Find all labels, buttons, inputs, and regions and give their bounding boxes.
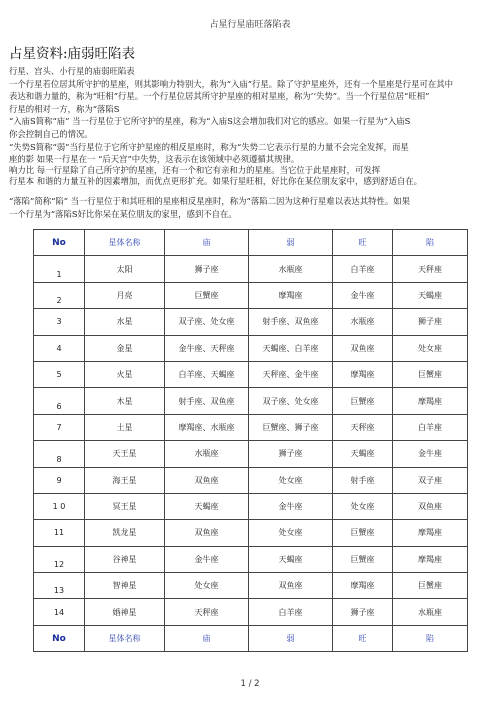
exaltation-cell: 狮子座 xyxy=(333,599,393,625)
row-number: 4 xyxy=(34,335,85,361)
exaltation-cell: 巨蟹座 xyxy=(333,388,393,414)
row-number: 9 xyxy=(34,467,85,493)
header-domicile: 庙 xyxy=(165,230,249,256)
domicile-cell: 摩羯座、水瓶座 xyxy=(165,414,249,440)
text-line: 你会控制自己的情况。 xyxy=(9,128,93,139)
table-header-row xyxy=(34,230,468,256)
fall-cell: 处女座 xyxy=(393,335,468,361)
section-heading: 占星资料:庙弱旺陷表 xyxy=(9,46,136,62)
fall-cell: 摩羯座 xyxy=(393,388,468,414)
text-line: “落陷”简称“陷” 当一行星位于和其旺相的星座相反星座时，称为“落陷二因为这种行星难以表达其特性。如果 xyxy=(9,196,410,206)
detriment-cell: 水瓶座 xyxy=(249,256,333,282)
detriment-cell: 狮子座 xyxy=(249,441,333,467)
row-number: 1 xyxy=(34,256,85,282)
table-row xyxy=(34,309,468,335)
detriment-cell: 处女座 xyxy=(249,520,333,546)
fall-cell: 巨蟹座 xyxy=(393,361,468,387)
row-number: 11 xyxy=(34,520,85,546)
detriment-cell: 天蝎座 xyxy=(249,546,333,572)
exaltation-cell: 摩羯座 xyxy=(333,573,393,599)
table-row xyxy=(34,335,468,361)
table-row xyxy=(34,467,468,493)
domicile-cell: 天蝎座 xyxy=(165,493,249,519)
planet-name: 土星 xyxy=(85,414,165,440)
domicile-cell: 金牛座 xyxy=(165,546,249,572)
domicile-cell: 狮子座 xyxy=(165,256,249,282)
text-line: 表达和谐力量的，称为“旺相”行星。一个行星位居其所守护星座的相对星座，称为’‘失势”。当一个行星位居“旺相” xyxy=(9,91,430,102)
planet-name: 天王星 xyxy=(85,441,165,467)
text-line: 行星的相对一方，称为“落陷S xyxy=(9,103,120,114)
fall-cell: 金牛座 xyxy=(393,441,468,467)
domicile-cell: 处女座 xyxy=(165,573,249,599)
exaltation-cell: 金牛座 xyxy=(333,282,393,308)
domicile-cell: 射手座、双鱼座 xyxy=(165,388,249,414)
planet-name: 谷神星 xyxy=(85,546,165,572)
domicile-cell: 白羊座、天蝎座 xyxy=(165,361,249,387)
footer-fall: 陷 xyxy=(393,625,468,651)
row-number: 6 xyxy=(34,388,85,414)
table-row xyxy=(34,414,468,440)
planet-name: 冥王星 xyxy=(85,493,165,519)
detriment-cell: 处女座 xyxy=(249,467,333,493)
fall-paragraph xyxy=(9,195,487,220)
detriment-cell: 天秤座、金牛座 xyxy=(249,361,333,387)
exaltation-cell: 水瓶座 xyxy=(333,309,393,335)
exaltation-cell: 巨蟹座 xyxy=(333,520,393,546)
planet-name: 木星 xyxy=(85,388,165,414)
row-number: 3 xyxy=(34,309,85,335)
fall-cell: 巨蟹座 xyxy=(393,573,468,599)
planet-name: 金星 xyxy=(85,335,165,361)
intro-paragraph xyxy=(9,65,487,153)
footer-no: No xyxy=(34,625,85,651)
table-row xyxy=(34,546,468,572)
exaltation-cell: 双鱼座 xyxy=(333,335,393,361)
planet-name: 海王星 xyxy=(85,467,165,493)
page-number: 1 / 2 xyxy=(240,679,260,689)
exaltation-cell: 巨蟹座 xyxy=(333,546,393,572)
overlapping-paragraph xyxy=(9,154,487,187)
header-planet-name: 星体名称 xyxy=(85,230,165,256)
fall-cell: 狮子座 xyxy=(393,309,468,335)
domicile-cell: 双鱼座 xyxy=(165,467,249,493)
domicile-cell: 水瓶座 xyxy=(165,441,249,467)
row-number: 8 xyxy=(34,441,85,467)
fall-cell: 水瓶座 xyxy=(393,599,468,625)
planet-name: 婚神星 xyxy=(85,599,165,625)
fall-cell: 双鱼座 xyxy=(393,493,468,519)
row-number: 1 0 xyxy=(34,493,85,519)
footer-detriment: 弱 xyxy=(249,625,333,651)
exaltation-cell: 天蝎座 xyxy=(333,441,393,467)
detriment-cell: 天蝎座、白羊座 xyxy=(249,335,333,361)
header-detriment: 弱 xyxy=(249,230,333,256)
footer-domicile: 庙 xyxy=(165,625,249,651)
detriment-cell: 金牛座 xyxy=(249,493,333,519)
table-row xyxy=(34,573,468,599)
table-row xyxy=(34,520,468,546)
header-exaltation: 旺 xyxy=(333,230,393,256)
text-line: 响力比 每一行星除了自己所守护的星座，还有一个和它有亲和力的星座。当它位于此星座时，可发挥 xyxy=(9,165,381,175)
detriment-cell: 双子座、处女座 xyxy=(249,388,333,414)
table-footer-row xyxy=(34,625,468,651)
detriment-cell: 巨蟹座、狮子座 xyxy=(249,414,333,440)
planet-name: 智神星 xyxy=(85,573,165,599)
exaltation-cell: 天秤座 xyxy=(333,414,393,440)
text-line: 行星本 和谐的力量互补的因素增加，而优点更形扩充。如果行星旺相，好比你在某位朋友家中，感到舒适自在。 xyxy=(9,176,423,186)
text-line: 一个行星为“落陷S好比你呆在某位朋友的家里，感到不自在。 xyxy=(9,208,237,219)
text-line: “入庙S简称“庙” 当一行星位于它所守护的星座，称为“入庙S这会增加我们对它的感应。如果一行星为“入庙S xyxy=(9,116,411,127)
table-row xyxy=(34,493,468,519)
planet-name: 月亮 xyxy=(85,282,165,308)
row-number: 2 xyxy=(34,282,85,308)
domicile-cell: 巨蟹座 xyxy=(165,282,249,308)
footer-exaltation: 旺 xyxy=(333,625,393,651)
dignity-table xyxy=(33,229,468,652)
fall-cell: 摩羯座 xyxy=(393,520,468,546)
fall-cell: 白羊座 xyxy=(393,414,468,440)
exaltation-cell: 摩羯座 xyxy=(333,361,393,387)
row-number: 13 xyxy=(34,573,85,599)
fall-cell: 天蝎座 xyxy=(393,282,468,308)
text-line: 一个行星若位居其所守护的星座，则其影响力特别大，称为“入庙”行星。除了守护星座外，还有一个星座是行星可在其中 xyxy=(9,78,454,89)
planet-name: 太阳 xyxy=(85,256,165,282)
row-number: 5 xyxy=(34,361,85,387)
table-row xyxy=(34,599,468,625)
text-line: 行星、宫头、小行星的庙弱旺陷表 xyxy=(9,66,135,76)
header-fall: 陷 xyxy=(393,230,468,256)
table-row xyxy=(34,441,468,467)
header-no: No xyxy=(34,230,85,256)
planet-name: 凯龙星 xyxy=(85,520,165,546)
table-row xyxy=(34,388,468,414)
exaltation-cell: 射手座 xyxy=(333,467,393,493)
detriment-cell: 白羊座 xyxy=(249,599,333,625)
table-row xyxy=(34,361,468,387)
footer-planet-name: 星体名称 xyxy=(85,625,165,651)
document-title: 占星行星庙旺落陷表 xyxy=(209,20,291,30)
row-number: 7 xyxy=(34,414,85,440)
text-line: 座的影 如果一行星在一 “后天宫”中失势，这表示在该领域中必须遵循其规律。 xyxy=(9,154,300,164)
text-line: “失势S简称“弱”当行星位于它所守护星座的相反星座时，称为“失势二它表示行星的力量不会完全发挥，而星 xyxy=(9,141,409,152)
fall-cell: 天秤座 xyxy=(393,256,468,282)
planet-name: 水星 xyxy=(85,309,165,335)
fall-cell: 双子座 xyxy=(393,467,468,493)
exaltation-cell: 白羊座 xyxy=(333,256,393,282)
table-row xyxy=(34,282,468,308)
table-row xyxy=(34,256,468,282)
row-number: 14 xyxy=(34,599,85,625)
row-number: 12 xyxy=(34,546,85,572)
fall-cell: 摩羯座 xyxy=(393,546,468,572)
detriment-cell: 双鱼座 xyxy=(249,573,333,599)
domicile-cell: 双鱼座 xyxy=(165,520,249,546)
exaltation-cell: 处女座 xyxy=(333,493,393,519)
detriment-cell: 摩羯座 xyxy=(249,282,333,308)
domicile-cell: 天秤座 xyxy=(165,599,249,625)
domicile-cell: 金牛座、天秤座 xyxy=(165,335,249,361)
detriment-cell: 射手座、双鱼座 xyxy=(249,309,333,335)
domicile-cell: 双子座、处女座 xyxy=(165,309,249,335)
planet-name: 火星 xyxy=(85,361,165,387)
